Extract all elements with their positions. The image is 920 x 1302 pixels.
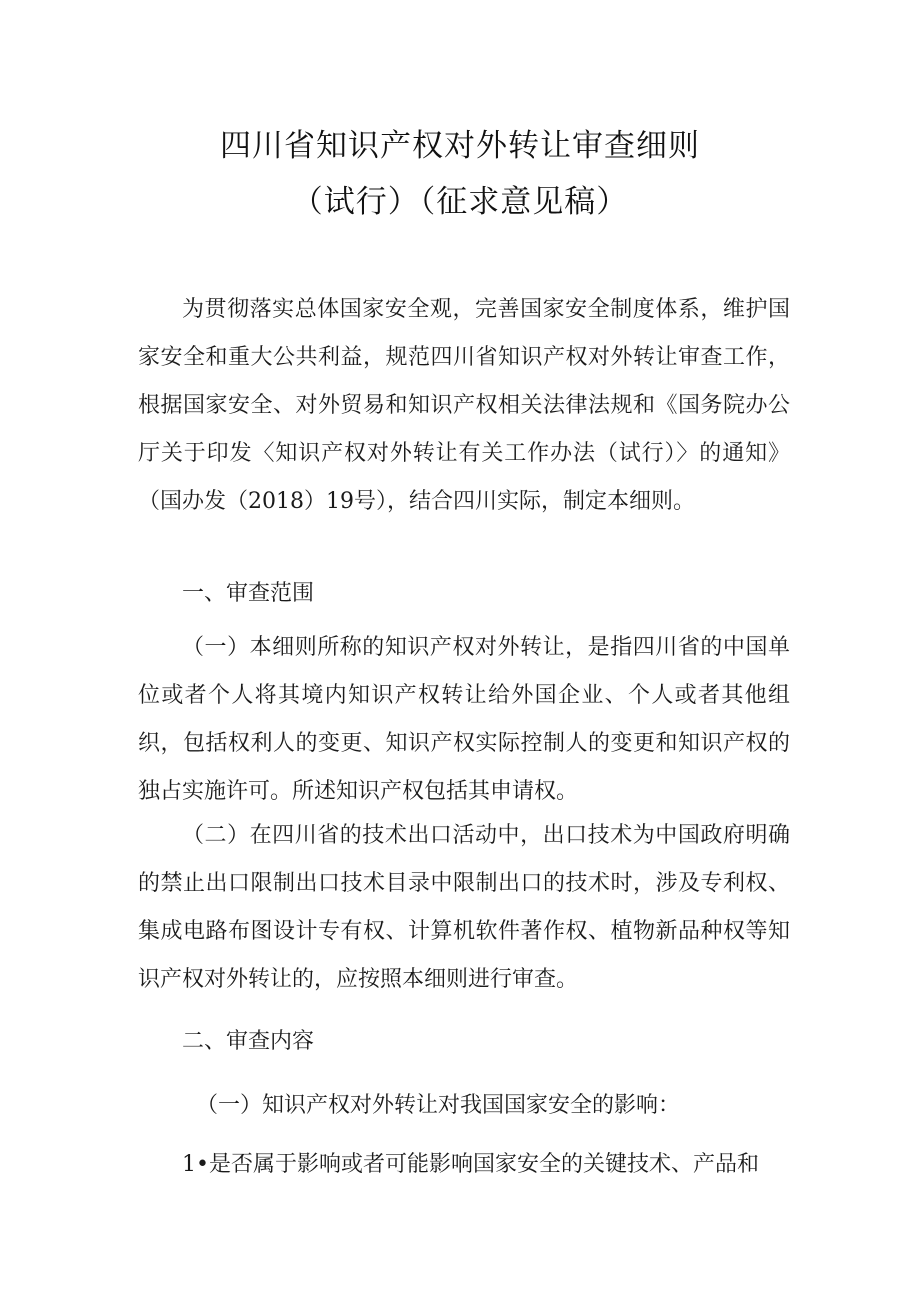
- document-title: 四川省知识产权对外转让审查细则: [220, 128, 700, 164]
- scope-paragraph-2: （二）在四川省的技术出口活动中，出口技术为中国政府明确的禁止出口限制出口技术目录中限制出口的技术时，涉及专利权、集成电路布图设计专有权、计算机软件著作权、植物新品种权等知识产权对外转让的，应按照本细则进行审查。: [138, 823, 790, 992]
- scope-paragraph-1: （一）本细则所称的知识产权对外转让，是指四川省的中国单位或者个人将其境内知识产权转让给外国企业、个人或者其他组织，包括权利人的变更、知识产权实际控制人的变更和知识产权的独占实施许可。所述知识产权包括其申请权。: [138, 635, 790, 804]
- document-subtitle: （试行）（征求意见稿）: [291, 184, 629, 220]
- preamble-paragraph: 为贯彻落实总体国家安全观，完善国家安全制度体系，维护国家安全和重大公共利益，规范四川省知识产权对外转让审查工作，根据国家安全、对外贸易和知识产权相关法律法规和《国务院办公厅关于印发〈知识产权对外转让有关工作办法（试行）〉的通知》（国办发（2018）19号），结合四川实际，制定本细则。: [138, 297, 790, 514]
- section-heading-content: 二、审查内容: [182, 1029, 315, 1054]
- content-subsection-1: （一）知识产权对外转让对我国国家安全的影响：: [196, 1093, 681, 1118]
- content-item-1: 1•是否属于影响或者可能影响国家安全的关键技术、产品和: [182, 1152, 759, 1177]
- section-heading-scope: 一、审查范围: [182, 581, 315, 606]
